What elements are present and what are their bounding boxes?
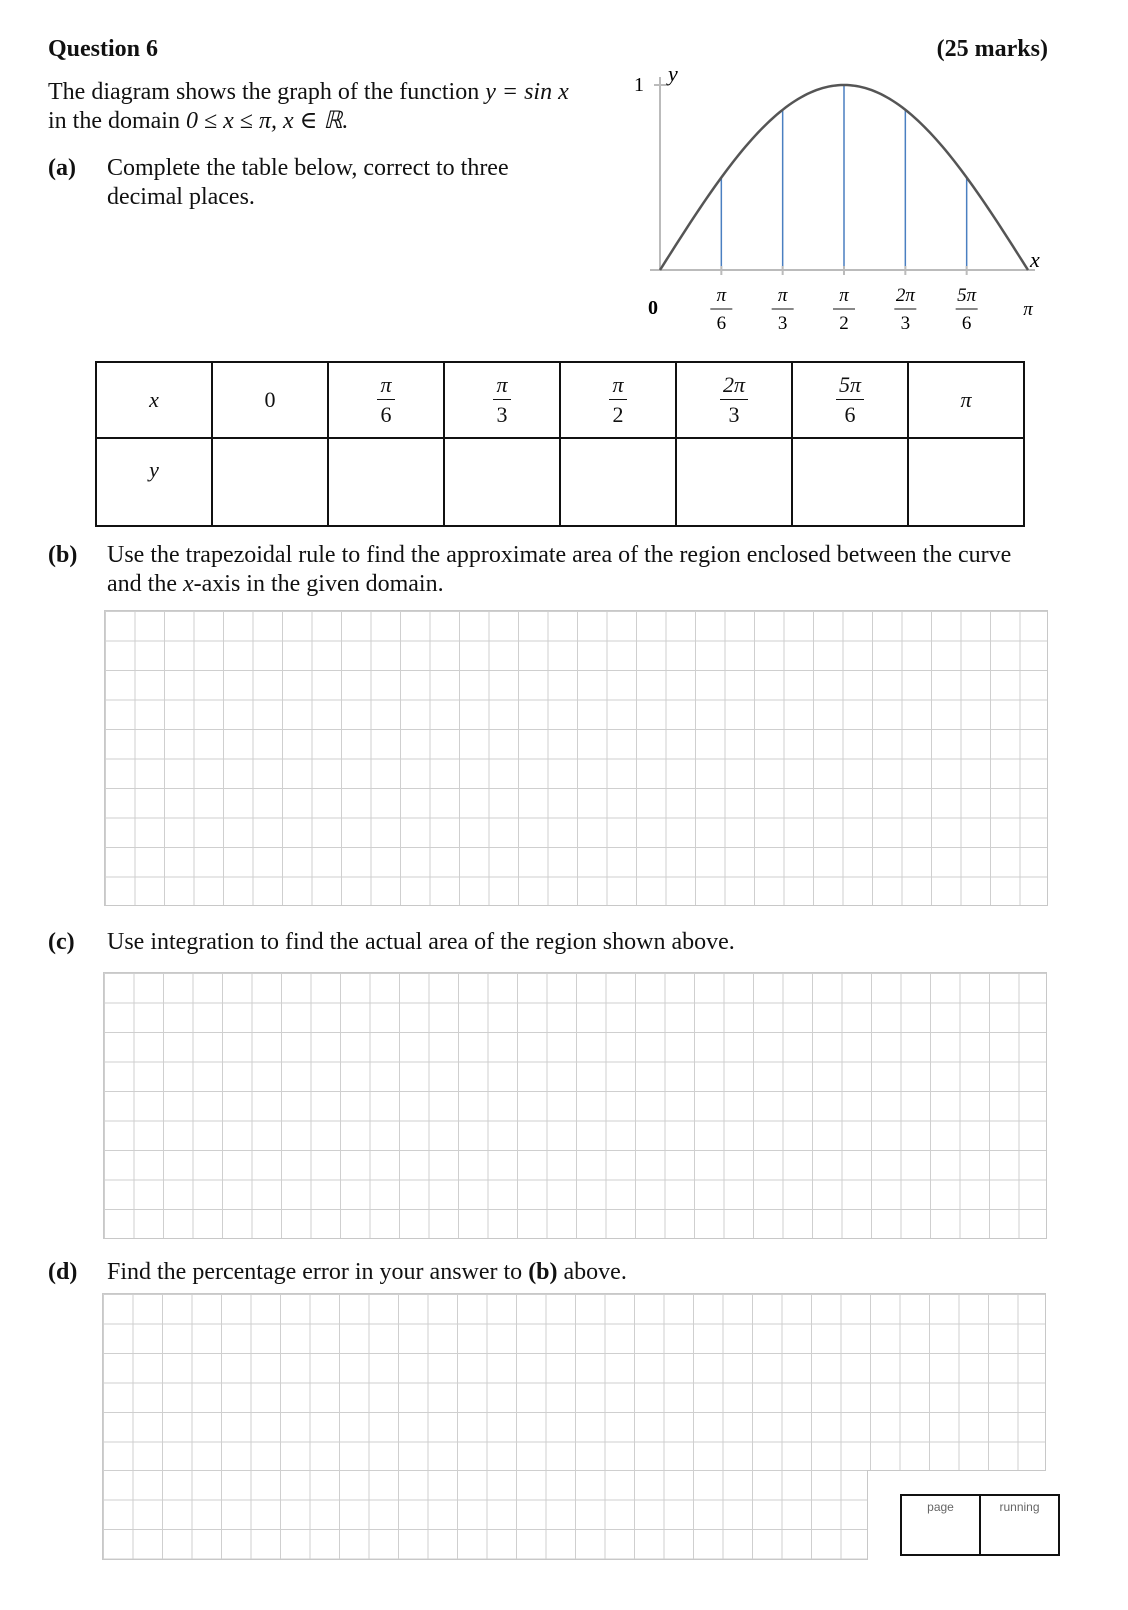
table-row-y — [96, 438, 1024, 526]
table-answer-cell-y-6[interactable] — [908, 438, 1024, 526]
domain-expression: 0 ≤ x ≤ π, x ∈ ℝ. — [185, 108, 349, 134]
svg-text:3: 3 — [900, 313, 911, 334]
table-cell-x-3: $\frac{\pi}{2}$ — [560, 362, 676, 438]
x-tick-labels — [710, 285, 1033, 334]
table-header-x: x — [96, 362, 212, 438]
part-c — [48, 928, 948, 958]
table-header-y: y — [96, 438, 212, 526]
intro-line-2: in the domain 0 ≤ x ≤ π, x ∈ ℝ. — [48, 108, 349, 134]
answer-grid-b[interactable] — [104, 610, 1048, 906]
part-d — [48, 1258, 948, 1288]
table-answer-cell-y-0[interactable] — [212, 438, 328, 526]
ordinate-lines — [721, 85, 966, 270]
x-axis-label: x — [1030, 247, 1040, 272]
table-answer-cell-y-5[interactable] — [792, 438, 908, 526]
part-d-label: (d) — [48, 1259, 78, 1285]
svg-text:2π: 2π — [895, 285, 915, 306]
table-cell-x-6: π — [908, 362, 1024, 438]
question-intro — [48, 78, 608, 136]
origin-label: 0 — [648, 297, 658, 319]
svg-text:π: π — [1023, 299, 1033, 320]
table-answer-cell-y-4[interactable] — [676, 438, 792, 526]
part-a — [48, 154, 608, 214]
table-cell-x-0: 0 — [212, 362, 328, 438]
table-row-x — [96, 362, 1024, 438]
value-table — [95, 361, 1025, 527]
table-answer-cell-y-3[interactable] — [560, 438, 676, 526]
svg-text:6: 6 — [961, 313, 972, 334]
intro-line-1: The diagram shows the graph of the function y = sin x — [48, 79, 569, 105]
table-cell-x-2: $\frac{\pi}{3}$ — [444, 362, 560, 438]
sine-graph — [620, 55, 1060, 345]
part-c-text: Use integration to find the actual area of the region shown above. — [107, 929, 735, 955]
svg-text:π: π — [716, 285, 727, 306]
question-title: Question 6 — [48, 36, 159, 62]
table-cell-x-5: $\frac{5\pi}{6}$ — [792, 362, 908, 438]
table-answer-cell-y-1[interactable] — [328, 438, 444, 526]
y-axis-label: y — [668, 61, 678, 86]
x-tick-label — [833, 285, 855, 334]
answer-grid-c[interactable] — [103, 972, 1047, 1239]
answer-grid-d[interactable] — [102, 1293, 1046, 1471]
x-tick-label — [956, 285, 978, 334]
running-label: running — [979, 1496, 1058, 1554]
page-label: page — [927, 1500, 954, 1514]
x-tick-label — [772, 285, 794, 334]
answer-grid-d-lower[interactable] — [102, 1470, 868, 1560]
part-a-label: (a) — [48, 155, 76, 181]
table-cell-x-1: $\frac{\pi}{6}$ — [328, 362, 444, 438]
part-b — [48, 541, 1058, 601]
part-b-text: Use the trapezoidal rule to find the approximate area of the region enclosed between the curve and the x-axis in the given domain. — [107, 542, 1012, 597]
function-equation: y = sin x — [485, 79, 569, 105]
part-a-text: Complete the table below, correct to three decimal places. — [107, 155, 509, 210]
page-running-box — [900, 1494, 1060, 1556]
x-tick-label — [894, 285, 916, 334]
table-answer-cell-y-2[interactable] — [444, 438, 560, 526]
part-b-label: (b) — [48, 542, 78, 568]
x-tick-label — [710, 285, 732, 334]
svg-text:π: π — [839, 285, 849, 306]
part-d-text: Find the percentage error in your answer to (b) above. — [107, 1259, 627, 1285]
svg-text:5π: 5π — [957, 285, 977, 306]
table-cell-x-4: $\frac{2\pi}{3}$ — [676, 362, 792, 438]
svg-text:3: 3 — [777, 313, 788, 334]
svg-text:2: 2 — [839, 313, 849, 334]
svg-text:6: 6 — [716, 313, 727, 334]
question-marks: (25 marks) — [936, 36, 1048, 62]
x-tick-label — [1023, 299, 1033, 320]
y-tick-label: 1 — [634, 74, 644, 96]
svg-text:π: π — [777, 285, 788, 306]
part-c-label: (c) — [48, 929, 75, 955]
